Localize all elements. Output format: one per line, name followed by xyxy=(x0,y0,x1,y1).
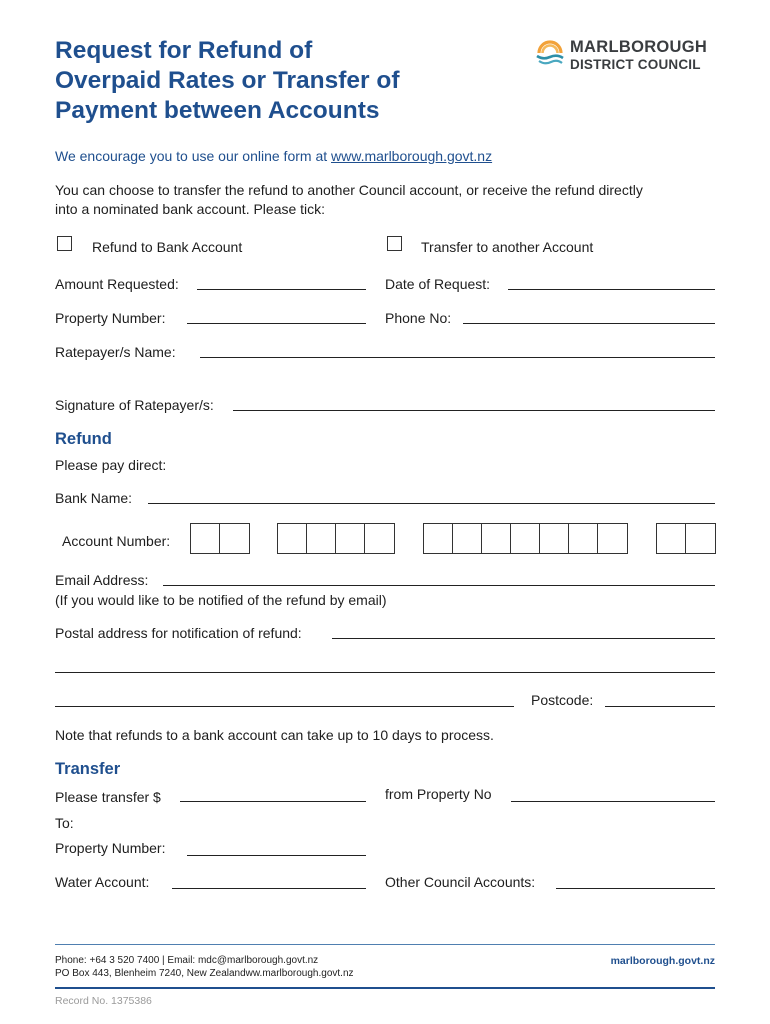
date-of-request-field[interactable] xyxy=(508,289,715,290)
logo-text-line-2: DISTRICT COUNCIL xyxy=(570,57,701,72)
property-number-field[interactable] xyxy=(187,323,366,324)
footer-website[interactable]: marlborough.govt.nz xyxy=(610,955,715,967)
page-title xyxy=(55,36,515,126)
water-account-label: Water Account: xyxy=(55,874,150,890)
postcode-field[interactable] xyxy=(605,706,715,707)
council-logo-icon xyxy=(533,36,567,70)
to-label: To: xyxy=(55,815,74,831)
account-number-label: Account Number: xyxy=(62,533,171,549)
footer-divider xyxy=(55,944,715,945)
transfer-amount-field[interactable] xyxy=(180,801,366,802)
footer-contact-line-1: Phone: +64 3 520 7400 | Email: mdc@marlborough.govt.nz xyxy=(55,955,319,966)
phone-no-label: Phone No: xyxy=(385,310,452,326)
bank-name-label: Bank Name: xyxy=(55,490,133,506)
pay-direct-text: Please pay direct: xyxy=(55,457,167,473)
postcode-label: Postcode: xyxy=(531,692,594,708)
postal-address-field-1[interactable] xyxy=(332,638,715,639)
account-number-account-boxes[interactable] xyxy=(423,523,628,554)
water-account-field[interactable] xyxy=(172,888,366,889)
bank-name-field[interactable] xyxy=(148,503,715,504)
postal-address-label: Postal address for notification of refund: xyxy=(55,625,302,641)
email-address-label: Email Address: xyxy=(55,572,149,588)
transfer-property-number-field[interactable] xyxy=(187,855,366,856)
choose-text-line-2: into a nominated bank account. Please tick: xyxy=(55,201,326,217)
transfer-account-checkbox[interactable] xyxy=(387,236,402,251)
transfer-account-label: Transfer to another Account xyxy=(421,239,594,255)
online-form-link[interactable]: www.marlborough.govt.nz xyxy=(331,148,493,164)
transfer-heading: Transfer xyxy=(55,760,121,778)
signature-label: Signature of Ratepayer/s: xyxy=(55,397,214,413)
signature-field[interactable] xyxy=(233,410,715,411)
logo-text-line-1: MARLBOROUGH xyxy=(570,38,708,56)
footer-bottom-rule xyxy=(55,987,715,989)
footer-contact-line-2: PO Box 443, Blenheim 7240, New Zealandww.marlborough.govt.nz xyxy=(55,968,354,979)
phone-no-field[interactable] xyxy=(463,323,715,324)
title-line-2: Overpaid Rates or Transfer of xyxy=(55,67,400,94)
account-number-bank-boxes[interactable] xyxy=(190,523,250,554)
transfer-property-number-label: Property Number: xyxy=(55,840,166,856)
online-form-text xyxy=(55,148,492,164)
from-property-field[interactable] xyxy=(511,801,715,802)
amount-requested-label: Amount Requested: xyxy=(55,276,179,292)
amount-requested-field[interactable] xyxy=(197,289,366,290)
date-of-request-label: Date of Request: xyxy=(385,276,491,292)
ratepayer-name-label: Ratepayer/s Name: xyxy=(55,344,176,360)
refund-processing-note: Note that refunds to a bank account can take up to 10 days to process. xyxy=(55,727,494,743)
refund-bank-label: Refund to Bank Account xyxy=(92,239,243,255)
refund-heading: Refund xyxy=(55,430,112,448)
other-accounts-label: Other Council Accounts: xyxy=(385,874,536,890)
record-number: Record No. 1375386 xyxy=(55,995,152,1007)
ratepayer-name-field[interactable] xyxy=(200,357,715,358)
refund-bank-checkbox[interactable] xyxy=(57,236,72,251)
other-accounts-field[interactable] xyxy=(556,888,715,889)
email-note: (If you would like to be notified of the refund by email) xyxy=(55,592,387,608)
account-number-branch-boxes[interactable] xyxy=(277,523,395,554)
property-number-label: Property Number: xyxy=(55,310,166,326)
postal-address-field-3[interactable] xyxy=(55,706,514,707)
postal-address-field-2[interactable] xyxy=(55,672,715,673)
please-transfer-label: Please transfer $ xyxy=(55,789,161,805)
title-line-1: Request for Refund of xyxy=(55,37,313,64)
title-line-3: Payment between Accounts xyxy=(55,97,380,124)
from-property-label: from Property No xyxy=(385,786,492,802)
account-number-suffix-boxes[interactable] xyxy=(656,523,716,554)
choose-text-line-1: You can choose to transfer the refund to another Council account, or receive the refund directly xyxy=(55,182,643,198)
online-form-prefix: We encourage you to use our online form at xyxy=(55,148,328,164)
email-address-field[interactable] xyxy=(163,585,715,586)
